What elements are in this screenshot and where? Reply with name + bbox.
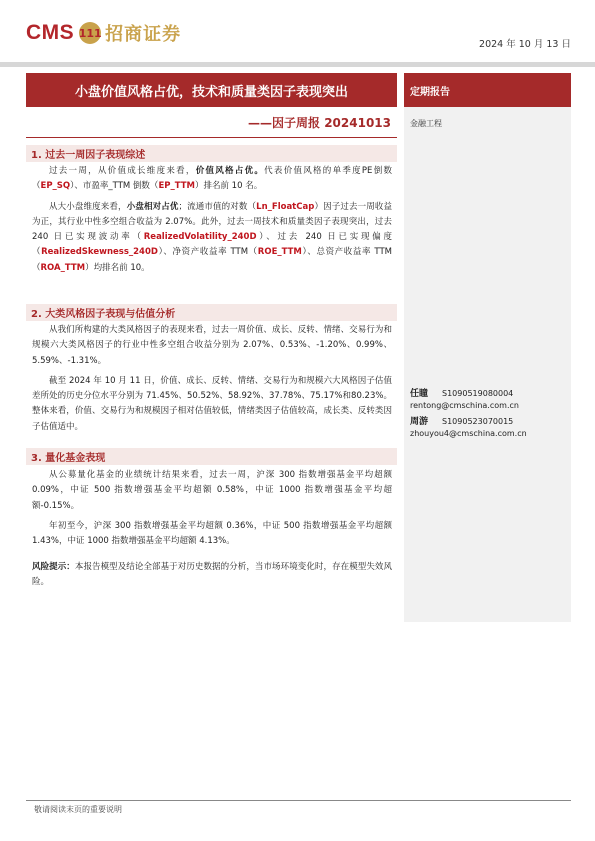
factor-name: RealizedSkewness_240D xyxy=(41,247,158,258)
factor-name: EP_TTM xyxy=(158,181,195,192)
factor-name: Ln_FloatCap xyxy=(256,201,315,212)
analyst-email[interactable]: rentong@cmschina.com.cn xyxy=(410,401,519,410)
text-run: 代表价值风格的单季度PE倒数（ xyxy=(32,166,392,192)
analyst-name: 任瞳 xyxy=(410,389,429,399)
analyst-id: S1090519080004 xyxy=(442,389,514,398)
analyst-name: 周游 xyxy=(410,417,429,427)
analyst-card xyxy=(410,416,527,440)
report-date: 2024 年 10 月 13 日 xyxy=(479,39,571,50)
paragraph xyxy=(32,560,392,591)
report-title: 小盘价值风格占优，技术和质量类因子表现突出 xyxy=(74,84,348,100)
paragraph: 截至 2024 年 10 月 11 日，价值、成长、反转、情绪、交易行为和规模六大风格因子估值差所处的历史分位水平分别为 71.45%、50.52%、58.92%、37.78%、75.17%和80.23%。整体来看，价值、交易行为和规模因子相对估值较低，情绪类因子估值较高，成长类、反转类因子估值适中。 xyxy=(32,375,392,432)
text-run: ）、市盈率_TTM 倒数（ xyxy=(70,181,159,192)
paragraph xyxy=(32,164,392,195)
text-emphasis: 小盘相对占优 xyxy=(126,201,179,212)
paragraph: 从我们所构建的大类风格因子的表现来看，过去一周价值、成长、反转、情绪、交易行为和规模六大类风格因子的行业中性多空组合收益分别为 2.07%、0.53%、-1.20%、0.99%、5.59%、-1.31%。 xyxy=(32,325,392,366)
section-body xyxy=(32,323,392,435)
factor-name: EP_SQ xyxy=(40,181,71,192)
text-run: ）、过去 240 日已实现偏度（ xyxy=(32,232,392,258)
report-subtitle: ——因子周报 20241013 xyxy=(248,116,391,130)
risk-warning xyxy=(32,560,392,591)
section-heading xyxy=(26,448,397,465)
section-heading-text: 3. 量化基金表现 xyxy=(31,453,106,464)
header-divider xyxy=(0,62,595,67)
text-run: ）、净资产收益率 TTM（ xyxy=(157,247,258,258)
text-emphasis: 价值风格占优。 xyxy=(195,166,265,176)
analyst-id: S1090523070015 xyxy=(442,417,514,426)
risk-text: 本报告模型及结论全部基于对历史数据的分析，当市场环境变化时，存在模型失效风险。 xyxy=(32,562,392,588)
sidebar-panel xyxy=(404,107,571,622)
analyst-card xyxy=(410,388,519,412)
footer-note: 敬请阅读末页的重要说明 xyxy=(34,805,122,814)
section-heading-text: 1. 过去一周因子表现综述 xyxy=(31,150,146,161)
report-category: 金融工程 xyxy=(410,119,442,128)
text-run: ）排名前 10 名。 xyxy=(194,181,263,192)
section-body xyxy=(32,468,392,549)
factor-name: ROE_TTM xyxy=(257,247,302,258)
text-run: ）、总资产收益率 TTM（ xyxy=(32,247,392,273)
report-type-bar xyxy=(404,73,571,107)
company-logo xyxy=(26,17,181,49)
section-heading xyxy=(26,304,397,321)
logo-badge-icon: 111 xyxy=(79,22,101,44)
report-title-bar xyxy=(26,73,397,107)
text-run: ）均排名前 10。 xyxy=(85,262,150,273)
section-body xyxy=(32,164,392,276)
text-run: 从大小盘维度来看， xyxy=(49,201,127,212)
text-run: ；流通市值的对数（ xyxy=(178,201,257,212)
factor-name: ROA_TTM xyxy=(40,262,86,273)
risk-label: 风险提示： xyxy=(32,562,75,572)
text-run: 过去一周，从价值成长维度来看， xyxy=(49,166,196,176)
paragraph xyxy=(32,200,392,276)
section-heading xyxy=(26,145,397,162)
section-heading-text: 2. 大类风格因子表现与估值分析 xyxy=(31,309,176,320)
footer-rule xyxy=(26,800,571,801)
paragraph: 年初至今，沪深 300 指数增强基金平均超额 0.36%，中证 500 指数增强基金平均超额 1.43%，中证 1000 指数增强基金平均超额 4.13%。 xyxy=(32,520,392,547)
title-rule xyxy=(26,137,397,138)
logo-text-en: CMS xyxy=(26,21,75,44)
factor-name: RealizedVolatility_240D xyxy=(143,232,257,243)
analyst-email[interactable]: zhouyou4@cmschina.com.cn xyxy=(410,429,527,438)
report-type: 定期报告 xyxy=(410,87,450,98)
text-run: ）因子过去一周收益为正，其行业中性多空组合收益为 2.07%。此外，过去一周技术和质量类因子表现突出，过去 240 日已实现波动率（ xyxy=(32,201,392,243)
paragraph: 从公募量化基金的业绩统计结果来看，过去一周，沪深 300 指数增强基金平均超额 0.09%，中证 500 指数增强基金平均超额 0.58%，中证 1000 指数增强基金平均超额-0.15%。 xyxy=(32,470,392,511)
logo-text-cn: 招商证券 xyxy=(105,24,182,45)
